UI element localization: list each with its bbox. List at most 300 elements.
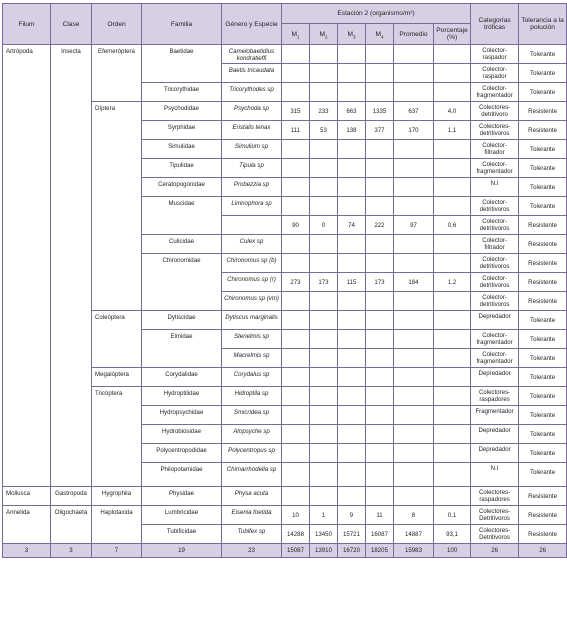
cell-categoria: Colectores-detritivoro [471,102,519,121]
cell-porcentaje [434,292,471,311]
header-promedio: Promedio [394,24,434,45]
cell-porcentaje: 0,1 [434,506,471,525]
cell-m4: 377 [366,121,394,140]
cell-tolerancia: Tolerante [519,178,567,197]
cell-especie: Psychoda sp [222,102,282,121]
cell-m1: 14288 [282,525,310,544]
total-m2: 13910 [310,544,338,558]
cell-filum: Artrópoda [3,45,51,487]
cell-m4 [366,197,394,216]
cell-m1 [282,45,310,64]
cell-familia: Tubificidae [142,525,222,544]
cell-categoria: Colectores-raspadores [471,487,519,506]
total-porcentaje: 100 [434,544,471,558]
cell-m2 [310,368,338,387]
cell-tolerancia: Resistente [519,487,567,506]
cell-familia: Psychodidae [142,102,222,121]
cell-m4 [366,254,394,273]
total-familia: 19 [142,544,222,558]
cell-m3 [338,387,366,406]
cell-m1 [282,444,310,463]
cell-m3 [338,487,366,506]
cell-familia: Hydropsychidae [142,406,222,425]
cell-porcentaje: 4,0 [434,102,471,121]
total-orden: 7 [92,544,142,558]
cell-m2: 53 [310,121,338,140]
header-familia: Familia [142,4,222,45]
cell-especie: Tubifex sp [222,525,282,544]
cell-categoria: Colector-detritivoros [471,254,519,273]
cell-especie: Chironomus sp (r) [222,273,282,292]
cell-clase: Insecta [51,45,92,487]
cell-especie: Chimarrhodella sp [222,463,282,487]
total-genero: 23 [222,544,282,558]
cell-m1 [282,349,310,368]
cell-tolerancia: Tolerante [519,197,567,216]
cell-m1 [282,254,310,273]
header-m2-label: M [319,30,325,38]
cell-m3 [338,197,366,216]
cell-m1 [282,387,310,406]
cell-familia: Culicidae [142,235,222,254]
total-filum: 3 [3,544,51,558]
cell-m2 [310,292,338,311]
cell-familia: Hydroptilidae [142,387,222,406]
cell-m2: 13450 [310,525,338,544]
cell-porcentaje [434,45,471,64]
cell-tolerancia: Resistente [519,506,567,525]
cell-m1 [282,311,310,330]
cell-promedio [394,444,434,463]
cell-promedio: 637 [394,102,434,121]
cell-tolerancia: Resistente [519,273,567,292]
table-row [3,487,567,506]
cell-tolerancia: Tolerante [519,463,567,487]
cell-categoria: Colectores-raspadores [471,387,519,406]
cell-orden: Hygrophila [92,487,142,506]
cell-m4 [366,349,394,368]
cell-promedio [394,235,434,254]
cell-m3 [338,444,366,463]
cell-m3: 74 [338,216,366,235]
cell-categoria: Colector-fragmentador [471,330,519,349]
cell-m4 [366,159,394,178]
cell-porcentaje [434,368,471,387]
cell-m3 [338,159,366,178]
cell-categoria: Colector-detritivoros [471,273,519,292]
cell-m2: 233 [310,102,338,121]
cell-m4 [366,140,394,159]
cell-m1 [282,178,310,197]
cell-m4 [366,292,394,311]
cell-orden: Tricóptera [92,387,142,487]
cell-m3: 115 [338,273,366,292]
cell-m2 [310,64,338,83]
cell-especie: Stenelmis sp [222,330,282,349]
cell-especie: Hidroptila sp [222,387,282,406]
header-m2-sub: 2 [324,33,328,39]
cell-promedio [394,64,434,83]
cell-m3 [338,83,366,102]
header-m4 [366,24,394,45]
cell-tolerancia: Tolerante [519,311,567,330]
cell-porcentaje [434,64,471,83]
cell-familia: Simulidae [142,140,222,159]
header-m3-label: M [347,30,353,38]
cell-categoria: Colector-detritivoros [471,292,519,311]
cell-especie: Smicridea sp [222,406,282,425]
cell-m3: 663 [338,102,366,121]
cell-categoria: Colector-detritivoros [471,197,519,216]
cell-m1: 90 [282,216,310,235]
cell-m3 [338,64,366,83]
total-m1: 15087 [282,544,310,558]
cell-m1 [282,487,310,506]
cell-especie [222,216,282,235]
cell-categoria: Depredador [471,425,519,444]
cell-m4 [366,330,394,349]
cell-m1: 273 [282,273,310,292]
cell-tolerancia: Tolerante [519,425,567,444]
cell-m4 [366,406,394,425]
cell-m4 [366,487,394,506]
cell-familia: Baetidae [142,45,222,83]
cell-categoria: Colector-raspador [471,64,519,83]
cell-tolerancia: Tolerante [519,330,567,349]
cell-m4 [366,178,394,197]
cell-porcentaje: 1,2 [434,273,471,292]
cell-especie: Baetis tricaudata [222,64,282,83]
cell-clase: Oligochaeta [51,506,92,544]
cell-categoria: N.I [471,463,519,487]
cell-orden: Coleóptera [92,311,142,368]
cell-promedio [394,292,434,311]
cell-m3 [338,235,366,254]
totals-row [3,544,567,558]
header-m3-sub: 3 [352,33,356,39]
cell-especie: Corydalus sp [222,368,282,387]
cell-tolerancia: Tolerante [519,140,567,159]
header-m4-sub: 4 [380,33,384,39]
cell-categoria: Depredador [471,368,519,387]
cell-m1 [282,368,310,387]
cell-porcentaje [434,197,471,216]
cell-promedio [394,197,434,216]
cell-m2 [310,387,338,406]
cell-m3 [338,463,366,487]
cell-porcentaje: 1,1 [434,121,471,140]
cell-m2: 1 [310,506,338,525]
cell-tolerancia: Tolerante [519,406,567,425]
cell-m4: 1335 [366,102,394,121]
cell-m1: 315 [282,102,310,121]
cell-promedio [394,140,434,159]
cell-porcentaje [434,444,471,463]
header-m4-label: M [375,30,381,38]
cell-m2: 173 [310,273,338,292]
cell-porcentaje [434,178,471,197]
cell-m2 [310,178,338,197]
cell-orden: Efemeróptera [92,45,142,102]
cell-tolerancia: Tolerante [519,83,567,102]
cell-especie: Dytiscus marginalis [222,311,282,330]
cell-familia: Philopotamidae [142,463,222,487]
cell-porcentaje [434,349,471,368]
cell-familia: Hydrobiosidae [142,425,222,444]
table-row [3,45,567,64]
header-filum: Filum [3,4,51,45]
total-promedio: 15983 [394,544,434,558]
cell-orden: Haplotaxida [92,506,142,544]
header-m1-label: M [291,30,297,38]
cell-porcentaje [434,387,471,406]
cell-tolerancia: Resistente [519,216,567,235]
cell-promedio [394,406,434,425]
cell-m4: 222 [366,216,394,235]
cell-m2 [310,159,338,178]
cell-familia: Lumbricidae [142,506,222,525]
cell-m4 [366,463,394,487]
header-m1-sub: 1 [296,33,300,39]
header-genero: Género y Especie [222,4,282,45]
cell-m2 [310,254,338,273]
cell-filum: Mollusca [3,487,51,506]
cell-familia: Corydalidae [142,368,222,387]
header-m3 [338,24,366,45]
cell-m2: 0 [310,216,338,235]
cell-familia: Chironomidae [142,254,222,311]
cell-m4 [366,444,394,463]
cell-especie: Physa acuta [222,487,282,506]
cell-m2 [310,83,338,102]
header-porcentaje: Porcentaje (%) [434,24,471,45]
cell-m1 [282,463,310,487]
cell-m3: 138 [338,121,366,140]
cell-filum: Annelida [3,506,51,544]
cell-familia: Elmidae [142,330,222,368]
cell-tolerancia: Tolerante [519,45,567,64]
cell-categoria: Colector-fragmentador [471,83,519,102]
cell-categoria: Colector-filtrador [471,140,519,159]
cell-especie: Eristalis tenax [222,121,282,140]
cell-m4 [366,64,394,83]
cell-tolerancia: Tolerante [519,387,567,406]
cell-m2 [310,463,338,487]
cell-porcentaje: 93,1 [434,525,471,544]
cell-promedio [394,159,434,178]
cell-m4: 173 [366,273,394,292]
total-categorias: 26 [471,544,519,558]
cell-familia: Tipulidae [142,159,222,178]
cell-m4 [366,368,394,387]
cell-tolerancia: Resistente [519,102,567,121]
cell-m1 [282,425,310,444]
cell-m4: 16087 [366,525,394,544]
cell-m2 [310,330,338,349]
cell-porcentaje [434,311,471,330]
header-tolerancia: Tolerancia a la polución [519,4,567,45]
cell-m4 [366,83,394,102]
cell-promedio [394,178,434,197]
cell-m3 [338,330,366,349]
cell-categoria: Depredador [471,444,519,463]
cell-tolerancia: Resistente [519,121,567,140]
cell-promedio [394,311,434,330]
cell-especie: Atopsyche sp [222,425,282,444]
cell-tolerancia: Tolerante [519,444,567,463]
cell-m3: 15721 [338,525,366,544]
cell-m3 [338,140,366,159]
cell-especie: Polycentropus sp [222,444,282,463]
cell-m1 [282,197,310,216]
cell-categoria: Colectores-Detritivoros [471,525,519,544]
header-clase: Clase [51,4,92,45]
cell-m3 [338,425,366,444]
cell-promedio [394,349,434,368]
cell-promedio [394,463,434,487]
cell-porcentaje [434,254,471,273]
cell-promedio: 8 [394,506,434,525]
cell-tolerancia: Tolerante [519,64,567,83]
cell-categoria: Colector-fragmentador [471,349,519,368]
total-clase: 3 [51,544,92,558]
cell-tolerancia: Tolerante [519,368,567,387]
cell-tolerancia: Resistente [519,235,567,254]
cell-orden: Díptera [92,102,142,311]
cell-promedio [394,83,434,102]
cell-porcentaje [434,425,471,444]
total-tolerancia: 26 [519,544,567,558]
cell-m2 [310,197,338,216]
cell-especie: Limnophora sp [222,197,282,216]
cell-m3 [338,406,366,425]
cell-porcentaje: 0,6 [434,216,471,235]
cell-familia: Physidae [142,487,222,506]
cell-m1 [282,140,310,159]
cell-m1 [282,83,310,102]
cell-promedio [394,330,434,349]
cell-porcentaje [434,159,471,178]
cell-m3 [338,254,366,273]
cell-tolerancia: Tolerante [519,159,567,178]
cell-m1 [282,292,310,311]
cell-promedio [394,425,434,444]
cell-m2 [310,349,338,368]
cell-especie: Tipula sp [222,159,282,178]
cell-m1: 10 [282,506,310,525]
cell-categoria: Colectores-detritivoros [471,121,519,140]
cell-especie: Macrelmis sp [222,349,282,368]
cell-porcentaje [434,140,471,159]
cell-m2 [310,235,338,254]
cell-m4 [366,425,394,444]
cell-m2 [310,425,338,444]
cell-tolerancia: Resistente [519,525,567,544]
cell-promedio: 184 [394,273,434,292]
cell-m2 [310,311,338,330]
cell-m4 [366,45,394,64]
cell-especie: Simulium sp [222,140,282,159]
cell-promedio: 170 [394,121,434,140]
cell-m2 [310,140,338,159]
cell-especie: Culex sp [222,235,282,254]
header-m1 [282,24,310,45]
cell-familia: Ceratopogonidae [142,178,222,197]
header-estacion: Estación 2 (organismo/m²) [282,4,471,24]
cell-m4 [366,311,394,330]
cell-categoria: Colector-fragmentador [471,159,519,178]
cell-promedio [394,387,434,406]
cell-categoria: Colector-raspador [471,45,519,64]
cell-familia: Muscidae [142,197,222,235]
cell-categoria: Colectores-Detritivoros [471,506,519,525]
cell-especie: Probezzia sp [222,178,282,197]
cell-m2 [310,444,338,463]
cell-m3 [338,368,366,387]
header-categorias: Categorías tróficas [471,4,519,45]
cell-m1 [282,159,310,178]
cell-m3: 9 [338,506,366,525]
cell-porcentaje [434,235,471,254]
cell-categoria: N.I [471,178,519,197]
cell-m3 [338,178,366,197]
cell-especie: Chironomus sp (b) [222,254,282,273]
cell-m4 [366,387,394,406]
cell-m2 [310,406,338,425]
cell-m1 [282,64,310,83]
table-row [3,506,567,525]
cell-m2 [310,487,338,506]
cell-clase: Gastropoda [51,487,92,506]
cell-orden: Megalóptera [92,368,142,387]
cell-porcentaje [434,487,471,506]
cell-m2 [310,45,338,64]
cell-categoria: Depredador [471,311,519,330]
cell-familia: Polycentropodidae [142,444,222,463]
cell-porcentaje [434,406,471,425]
cell-m3 [338,292,366,311]
cell-tolerancia: Resistente [519,254,567,273]
cell-m3 [338,45,366,64]
cell-m3 [338,311,366,330]
cell-familia: Dytiscidae [142,311,222,330]
cell-especie: Camelobaetidius kondratieffi [222,45,282,64]
cell-familia: Syrphidae [142,121,222,140]
cell-categoria: Colector-detritivoros [471,216,519,235]
cell-promedio [394,487,434,506]
cell-especie: Tricorythodes sp [222,83,282,102]
cell-porcentaje [434,463,471,487]
cell-porcentaje [434,83,471,102]
macroinvertebrate-table [2,3,567,558]
cell-promedio: 14887 [394,525,434,544]
cell-promedio [394,45,434,64]
cell-m4 [366,235,394,254]
cell-especie: Eisenia foetida [222,506,282,525]
cell-categoria: Fragmentador [471,406,519,425]
cell-tolerancia: Resistente [519,292,567,311]
total-m3: 16720 [338,544,366,558]
cell-promedio: 97 [394,216,434,235]
cell-m3 [338,349,366,368]
cell-promedio [394,254,434,273]
header-orden: Orden [92,4,142,45]
header-m2 [310,24,338,45]
total-m4: 18205 [366,544,394,558]
cell-m1: 111 [282,121,310,140]
cell-m1 [282,330,310,349]
cell-promedio [394,368,434,387]
